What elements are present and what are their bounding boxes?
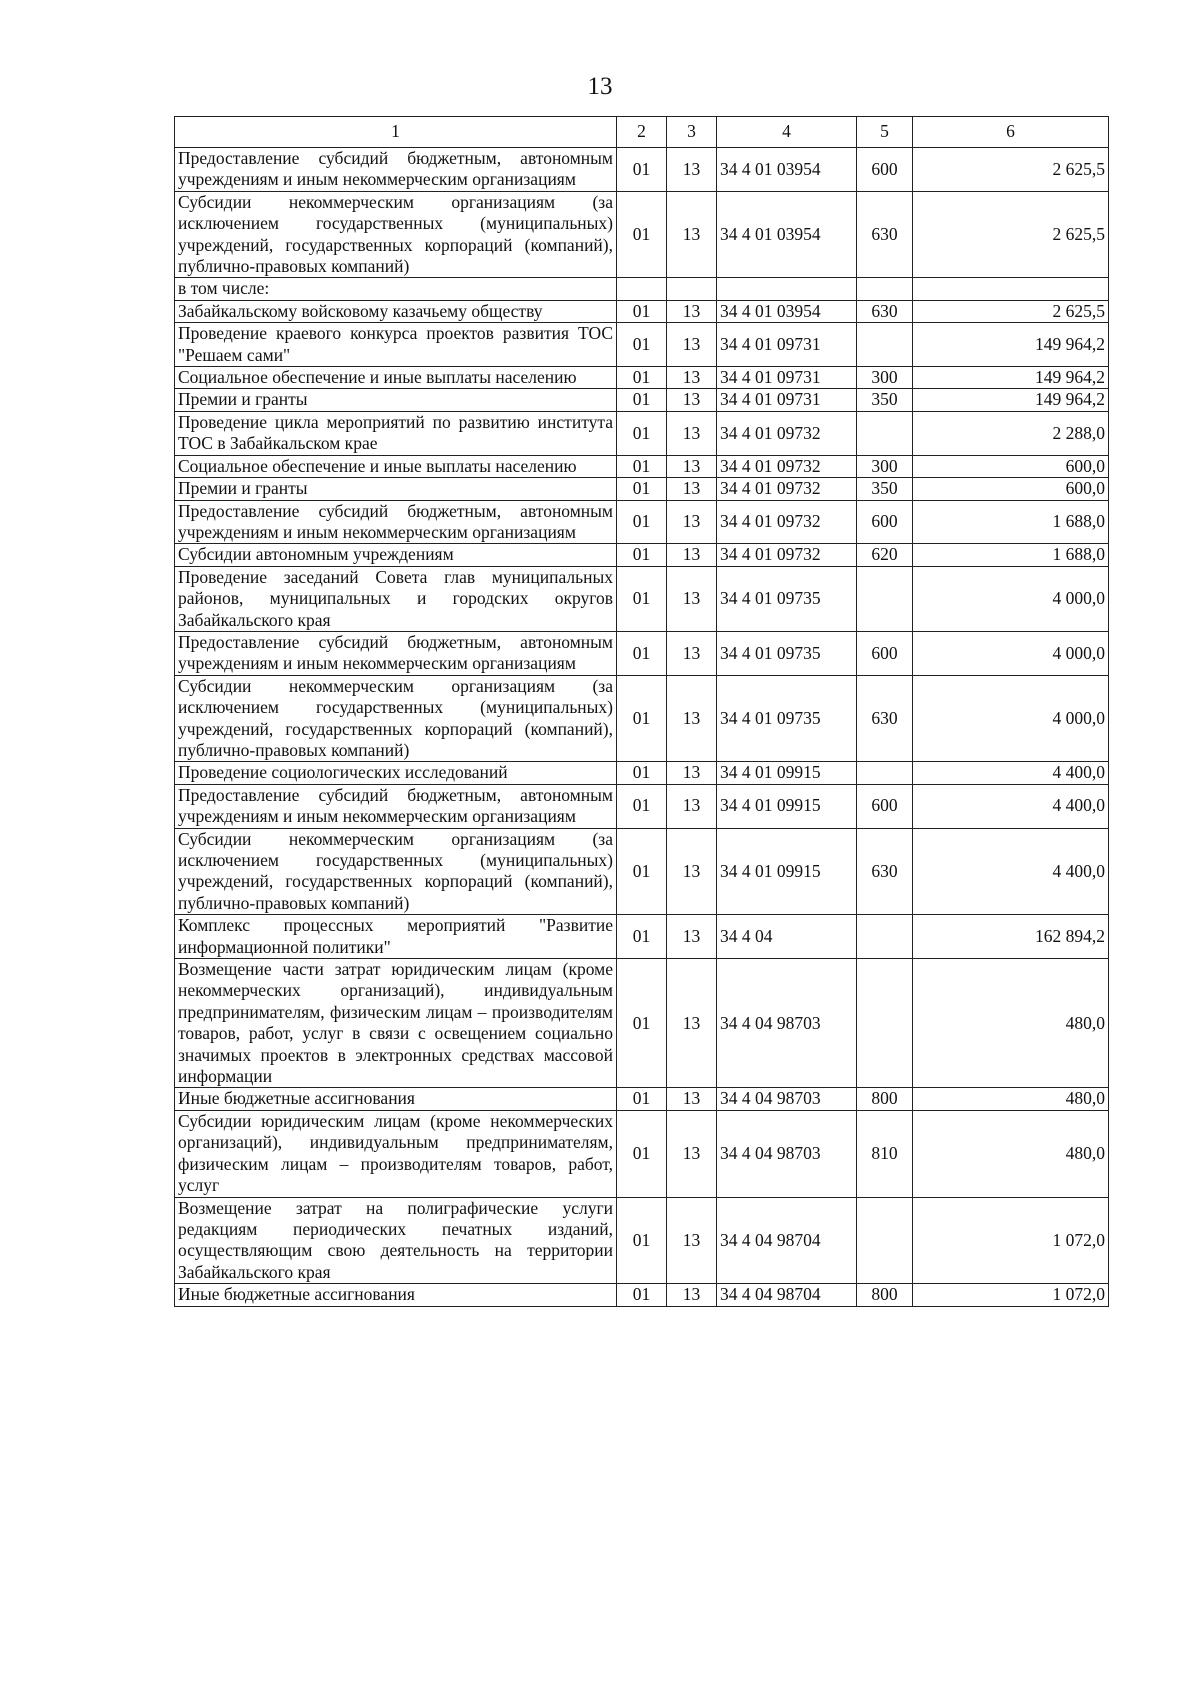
row-target-code: 34 4 01 03954	[717, 300, 857, 322]
row-amount: 600,0	[913, 455, 1109, 477]
table-row	[175, 323, 1109, 367]
row-section: 01	[617, 300, 667, 322]
header-col-5: 5	[857, 117, 913, 148]
row-subsection: 13	[667, 455, 717, 477]
row-description: Предоставление субсидий бюджетным, автономным учреждениям и иным некоммерческим организациям	[175, 148, 617, 192]
table-row	[175, 191, 1109, 278]
row-subsection: 13	[667, 828, 717, 915]
row-amount: 149 964,2	[913, 389, 1109, 411]
row-subsection: 13	[667, 1197, 717, 1284]
row-description: Проведение краевого конкурса проектов развития ТОС "Решаем сами"	[175, 323, 617, 367]
row-section: 01	[617, 675, 667, 762]
table-row	[175, 1110, 1109, 1197]
row-target-code: 34 4 01 09731	[717, 389, 857, 411]
row-expense-type	[857, 323, 913, 367]
row-amount: 600,0	[913, 478, 1109, 500]
row-target-code: 34 4 04 98703	[717, 1088, 857, 1110]
row-subsection: 13	[667, 566, 717, 631]
row-description: Проведение социологических исследований	[175, 762, 617, 784]
row-description: Возмещение части затрат юридическим лицам (кроме некоммерческих организаций), индивидуальным предпринимателям, физическим лицам – производителям товаров, работ, услуг в связи с освещением социально значимых проектов в электронных средствах массовой информации	[175, 959, 617, 1088]
row-subsection	[667, 278, 717, 300]
row-description: Проведение цикла мероприятий по развитию института ТОС в Забайкальском крае	[175, 411, 617, 455]
row-expense-type: 600	[857, 148, 913, 192]
row-section: 01	[617, 500, 667, 544]
table-row	[175, 631, 1109, 675]
row-subsection: 13	[667, 544, 717, 566]
row-target-code: 34 4 01 09732	[717, 478, 857, 500]
row-subsection: 13	[667, 367, 717, 389]
row-target-code	[717, 278, 857, 300]
row-description: Субсидии некоммерческим организациям (за исключением государственных (муниципальных) учреждений, государственных корпораций (компаний), публично-правовых компаний)	[175, 191, 617, 278]
row-target-code: 34 4 01 09732	[717, 455, 857, 477]
row-target-code: 34 4 01 03954	[717, 148, 857, 192]
row-subsection: 13	[667, 300, 717, 322]
row-subsection: 13	[667, 478, 717, 500]
header-col-2: 2	[617, 117, 667, 148]
row-section: 01	[617, 389, 667, 411]
row-section: 01	[617, 1110, 667, 1197]
row-description: Предоставление субсидий бюджетным, автономным учреждениям и иным некоммерческим организациям	[175, 631, 617, 675]
row-subsection: 13	[667, 389, 717, 411]
row-expense-type	[857, 915, 913, 959]
row-expense-type: 630	[857, 675, 913, 762]
row-description: Предоставление субсидий бюджетным, автономным учреждениям и иным некоммерческим организациям	[175, 500, 617, 544]
row-expense-type	[857, 762, 913, 784]
row-subsection: 13	[667, 1110, 717, 1197]
table-row	[175, 500, 1109, 544]
header-col-6: 6	[913, 117, 1109, 148]
row-section: 01	[617, 784, 667, 828]
row-subsection: 13	[667, 191, 717, 278]
row-section: 01	[617, 566, 667, 631]
table-row	[175, 915, 1109, 959]
row-expense-type: 810	[857, 1110, 913, 1197]
table-row	[175, 762, 1109, 784]
row-subsection: 13	[667, 959, 717, 1088]
row-section: 01	[617, 959, 667, 1088]
row-amount: 4 000,0	[913, 631, 1109, 675]
row-section: 01	[617, 191, 667, 278]
row-subsection: 13	[667, 784, 717, 828]
row-description: Субсидии юридическим лицам (кроме некоммерческих организаций), индивидуальным предпринимателям, физическим лицам – производителям товаров, работ, услуг	[175, 1110, 617, 1197]
row-section: 01	[617, 411, 667, 455]
row-subsection: 13	[667, 500, 717, 544]
row-subsection: 13	[667, 675, 717, 762]
row-expense-type: 800	[857, 1088, 913, 1110]
header-col-1: 1	[175, 117, 617, 148]
row-amount: 480,0	[913, 1088, 1109, 1110]
page-number: 13	[587, 73, 613, 100]
row-target-code: 34 4 04	[717, 915, 857, 959]
table-row	[175, 367, 1109, 389]
row-section: 01	[617, 1088, 667, 1110]
row-target-code: 34 4 01 09735	[717, 675, 857, 762]
row-section: 01	[617, 455, 667, 477]
row-expense-type	[857, 959, 913, 1088]
row-description: Премии и гранты	[175, 389, 617, 411]
header-col-4: 4	[717, 117, 857, 148]
row-amount: 2 288,0	[913, 411, 1109, 455]
table-row	[175, 675, 1109, 762]
row-amount: 2 625,5	[913, 148, 1109, 192]
row-subsection: 13	[667, 1284, 717, 1306]
row-amount: 4 400,0	[913, 784, 1109, 828]
row-section: 01	[617, 544, 667, 566]
row-amount: 149 964,2	[913, 367, 1109, 389]
table-header	[175, 117, 1109, 148]
row-target-code: 34 4 01 09731	[717, 323, 857, 367]
row-expense-type: 630	[857, 828, 913, 915]
row-amount: 480,0	[913, 959, 1109, 1088]
row-target-code: 34 4 01 09735	[717, 631, 857, 675]
row-target-code: 34 4 01 09732	[717, 544, 857, 566]
row-amount: 1 688,0	[913, 500, 1109, 544]
row-amount: 2 625,5	[913, 300, 1109, 322]
table-row	[175, 566, 1109, 631]
row-amount: 1 072,0	[913, 1284, 1109, 1306]
row-expense-type: 800	[857, 1284, 913, 1306]
table-row	[175, 411, 1109, 455]
row-expense-type: 350	[857, 478, 913, 500]
row-expense-type: 600	[857, 631, 913, 675]
row-description: Премии и гранты	[175, 478, 617, 500]
row-amount: 1 072,0	[913, 1197, 1109, 1284]
row-description: Субсидии некоммерческим организациям (за исключением государственных (муниципальных) учреждений, государственных корпораций (компаний), публично-правовых компаний)	[175, 675, 617, 762]
row-description: Возмещение затрат на полиграфические услуги редакциям периодических печатных изданий, осуществляющим свою деятельность на территории Забайкальского края	[175, 1197, 617, 1284]
row-amount	[913, 278, 1109, 300]
row-section: 01	[617, 367, 667, 389]
row-description: Забайкальскому войсковому казачьему обществу	[175, 300, 617, 322]
row-description: Предоставление субсидий бюджетным, автономным учреждениям и иным некоммерческим организациям	[175, 784, 617, 828]
row-target-code: 34 4 04 98703	[717, 1110, 857, 1197]
row-expense-type	[857, 278, 913, 300]
row-target-code: 34 4 01 09732	[717, 411, 857, 455]
row-subsection: 13	[667, 323, 717, 367]
row-target-code: 34 4 04 98704	[717, 1284, 857, 1306]
row-section: 01	[617, 1197, 667, 1284]
row-target-code: 34 4 04 98703	[717, 959, 857, 1088]
row-expense-type: 350	[857, 389, 913, 411]
row-expense-type: 300	[857, 367, 913, 389]
row-expense-type: 630	[857, 300, 913, 322]
header-row	[175, 117, 1109, 148]
row-subsection: 13	[667, 1088, 717, 1110]
budget-table	[174, 116, 1109, 1307]
row-amount: 2 625,5	[913, 191, 1109, 278]
row-expense-type: 620	[857, 544, 913, 566]
row-expense-type: 630	[857, 191, 913, 278]
row-description: Комплекс процессных мероприятий "Развитие информационной политики"	[175, 915, 617, 959]
row-amount: 162 894,2	[913, 915, 1109, 959]
row-target-code: 34 4 01 09735	[717, 566, 857, 631]
row-amount: 480,0	[913, 1110, 1109, 1197]
row-expense-type: 600	[857, 784, 913, 828]
row-target-code: 34 4 01 09732	[717, 500, 857, 544]
row-amount: 4 000,0	[913, 675, 1109, 762]
table-body	[175, 148, 1109, 1307]
row-description: Проведение заседаний Совета глав муниципальных районов, муниципальных и городских округов Забайкальского края	[175, 566, 617, 631]
row-subsection: 13	[667, 631, 717, 675]
row-section: 01	[617, 631, 667, 675]
row-description: Субсидии некоммерческим организациям (за исключением государственных (муниципальных) учреждений, государственных корпораций (компаний), публично-правовых компаний)	[175, 828, 617, 915]
table-row	[175, 455, 1109, 477]
table-row	[175, 1284, 1109, 1306]
row-description: Социальное обеспечение и иные выплаты населению	[175, 367, 617, 389]
row-expense-type: 300	[857, 455, 913, 477]
row-target-code: 34 4 01 09915	[717, 784, 857, 828]
row-description: Субсидии автономным учреждениям	[175, 544, 617, 566]
table-row	[175, 828, 1109, 915]
row-description: Иные бюджетные ассигнования	[175, 1284, 617, 1306]
row-subsection: 13	[667, 915, 717, 959]
row-expense-type	[857, 411, 913, 455]
row-section: 01	[617, 148, 667, 192]
row-subsection: 13	[667, 411, 717, 455]
row-target-code: 34 4 01 09731	[717, 367, 857, 389]
row-amount: 4 400,0	[913, 762, 1109, 784]
table-row	[175, 300, 1109, 322]
row-target-code: 34 4 04 98704	[717, 1197, 857, 1284]
row-section: 01	[617, 828, 667, 915]
row-section: 01	[617, 1284, 667, 1306]
row-expense-type	[857, 1197, 913, 1284]
row-section: 01	[617, 915, 667, 959]
row-target-code: 34 4 01 03954	[717, 191, 857, 278]
row-amount: 4 000,0	[913, 566, 1109, 631]
row-description: Социальное обеспечение и иные выплаты населению	[175, 455, 617, 477]
row-amount: 149 964,2	[913, 323, 1109, 367]
table-row	[175, 544, 1109, 566]
row-target-code: 34 4 01 09915	[717, 762, 857, 784]
row-target-code: 34 4 01 09915	[717, 828, 857, 915]
table-row	[175, 148, 1109, 192]
row-section: 01	[617, 323, 667, 367]
table-row	[175, 389, 1109, 411]
row-expense-type	[857, 566, 913, 631]
row-subsection: 13	[667, 148, 717, 192]
row-section: 01	[617, 478, 667, 500]
table-row	[175, 478, 1109, 500]
table-row	[175, 1197, 1109, 1284]
row-subsection: 13	[667, 762, 717, 784]
row-description: в том числе:	[175, 278, 617, 300]
row-section	[617, 278, 667, 300]
header-col-3: 3	[667, 117, 717, 148]
table-row	[175, 784, 1109, 828]
row-section: 01	[617, 762, 667, 784]
table-row	[175, 1088, 1109, 1110]
row-description: Иные бюджетные ассигнования	[175, 1088, 617, 1110]
table-row	[175, 959, 1109, 1088]
table-row	[175, 278, 1109, 300]
row-amount: 1 688,0	[913, 544, 1109, 566]
row-expense-type: 600	[857, 500, 913, 544]
row-amount: 4 400,0	[913, 828, 1109, 915]
